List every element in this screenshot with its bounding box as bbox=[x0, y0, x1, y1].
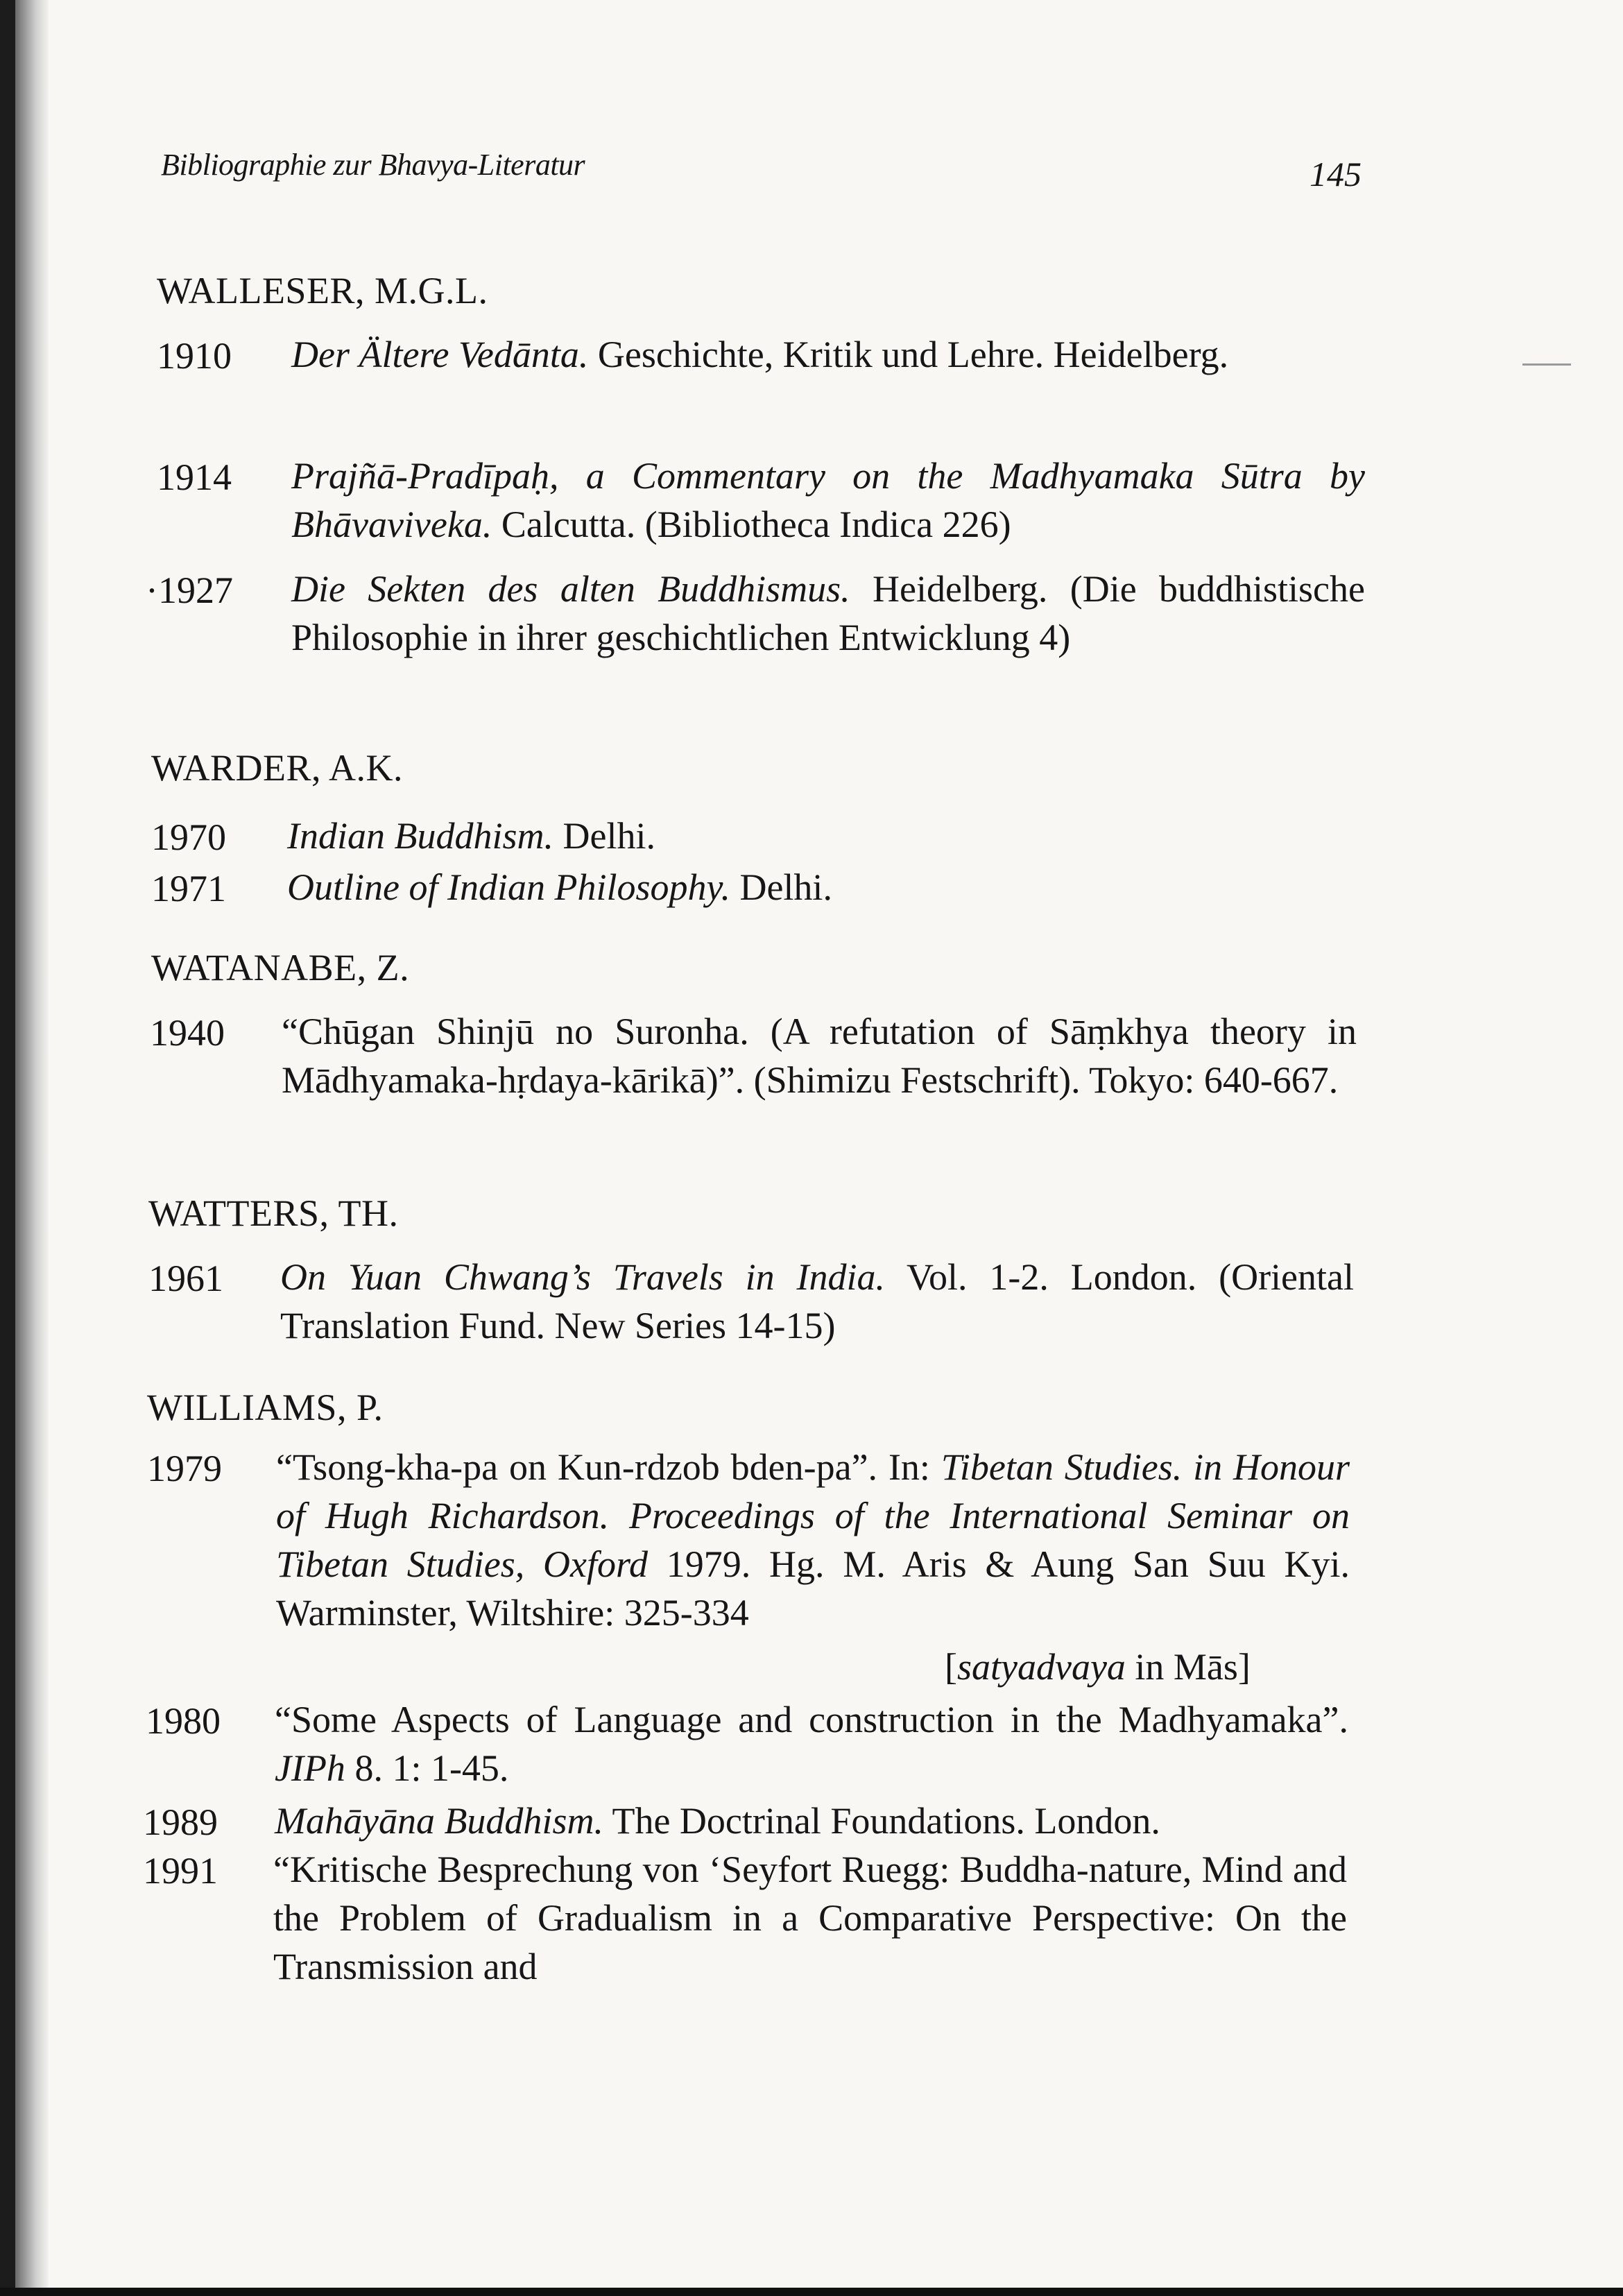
entry-details: 1979. Hg. M. Aris & Aung San Suu Kyi. Warminster, Wiltshire: 325-334 bbox=[276, 1543, 1350, 1634]
entry-year: ·1927 bbox=[146, 569, 233, 611]
author-heading: WILLIAMS, P. bbox=[147, 1387, 384, 1428]
book-spine-edge bbox=[0, 0, 15, 2296]
author-heading: WATANABE, Z. bbox=[151, 947, 410, 988]
entry-details: “Some Aspects of Language and construction in the Madhyamaka”. bbox=[275, 1699, 1348, 1740]
entry-details: Delhi. bbox=[553, 815, 655, 857]
entry-details: “Tsong-kha-pa on Kun-rdzob bden-pa”. In: bbox=[276, 1446, 941, 1488]
page-number: 145 bbox=[1309, 155, 1362, 194]
entry-title: Outline of Indian Philosophy. bbox=[287, 866, 730, 908]
margin-mark bbox=[1522, 363, 1571, 366]
entry-details: The Doctrinal Foundations. London. bbox=[603, 1800, 1160, 1842]
entry-title: On Yuan Chwang’s Travels in India. bbox=[280, 1256, 886, 1298]
bibliography-entry bbox=[275, 1695, 1348, 1792]
entry-year: 1914 bbox=[157, 456, 232, 498]
entry-details: Calcutta. (Bibliotheca Indica 226) bbox=[492, 504, 1011, 545]
bibliography-entry bbox=[276, 1443, 1350, 1637]
entry-year: 1970 bbox=[151, 816, 226, 858]
margin-dot: · bbox=[146, 569, 158, 611]
entry-year: 1910 bbox=[157, 335, 232, 377]
entry-year: 1940 bbox=[150, 1012, 225, 1054]
entry-year: 1961 bbox=[148, 1258, 223, 1299]
entry-details: Vol. 1-2. London. (Oriental Translation Fund. New Series 14-15) bbox=[280, 1256, 1354, 1346]
entry-details: “Kritische Besprechung von ‘Seyfort Ruegg: Buddha-nature, Mind and the Problem of Gradualism in a Comparative Perspective: On the Transmission and bbox=[273, 1849, 1347, 1987]
entry-title: Tibetan Studies. in Honour of Hugh Richardson. Proceedings of the International Seminar on Tibetan Studies, Oxford bbox=[276, 1446, 1350, 1585]
entry-year: 1971 bbox=[151, 868, 226, 909]
entry-year: 1979 bbox=[147, 1448, 222, 1489]
entry-details: Heidelberg. (Die buddhistische Philosophie in ihrer geschichtlichen Entwicklung 4) bbox=[291, 568, 1365, 658]
bibliography-entry bbox=[287, 863, 1361, 911]
cross-reference-note: [satyadvaya in Mās] bbox=[945, 1646, 1251, 1688]
entry-title: Die Sekten des alten Buddhismus. bbox=[291, 568, 850, 610]
entry-title: Prajñā-Pradīpaḥ, a Commentary on the Madhyamaka Sūtra by Bhāvaviveka. bbox=[291, 455, 1365, 545]
entry-details: Geschichte, Kritik und Lehre. Heidelberg. bbox=[588, 334, 1229, 375]
bibliography-entry bbox=[282, 1007, 1357, 1104]
entry-title: Der Ältere Vedānta. bbox=[291, 334, 589, 375]
bibliography-entry bbox=[273, 1845, 1347, 1991]
entry-year: 1991 bbox=[143, 1850, 218, 1892]
bibliography-entry bbox=[287, 812, 1361, 860]
entry-year: 1980 bbox=[146, 1700, 221, 1742]
entry-title: Indian Buddhism. bbox=[287, 815, 553, 857]
entry-details: 8. 1: 1-45. bbox=[345, 1747, 509, 1789]
entry-year: 1989 bbox=[143, 1801, 218, 1843]
bibliography-entry bbox=[291, 330, 1365, 379]
entry-details: Delhi. bbox=[730, 866, 832, 908]
bibliography-entry bbox=[291, 565, 1365, 662]
journal-abbrev: JIPh bbox=[275, 1747, 345, 1789]
entry-title: Mahāyāna Buddhism. bbox=[275, 1800, 603, 1842]
page-bottom-edge bbox=[0, 2288, 1623, 2296]
author-heading: WARDER, A.K. bbox=[151, 747, 404, 789]
bibliography-entry bbox=[275, 1797, 1357, 1845]
author-heading: WATTERS, TH. bbox=[148, 1192, 399, 1234]
bibliography-entry bbox=[291, 452, 1365, 549]
bibliography-entry bbox=[280, 1253, 1354, 1350]
author-heading: WALLESER, M.G.L. bbox=[157, 270, 488, 311]
running-title: Bibliographie zur Bhavya-Literatur bbox=[161, 148, 585, 182]
entry-details: “Chūgan Shinjū no Suronha. (A refutation of Sāṃkhya theory in Mādhyamaka-hṛdaya-kārikā)”. (Shimizu Festschrift). Tokyo: 640-667. bbox=[282, 1011, 1357, 1101]
